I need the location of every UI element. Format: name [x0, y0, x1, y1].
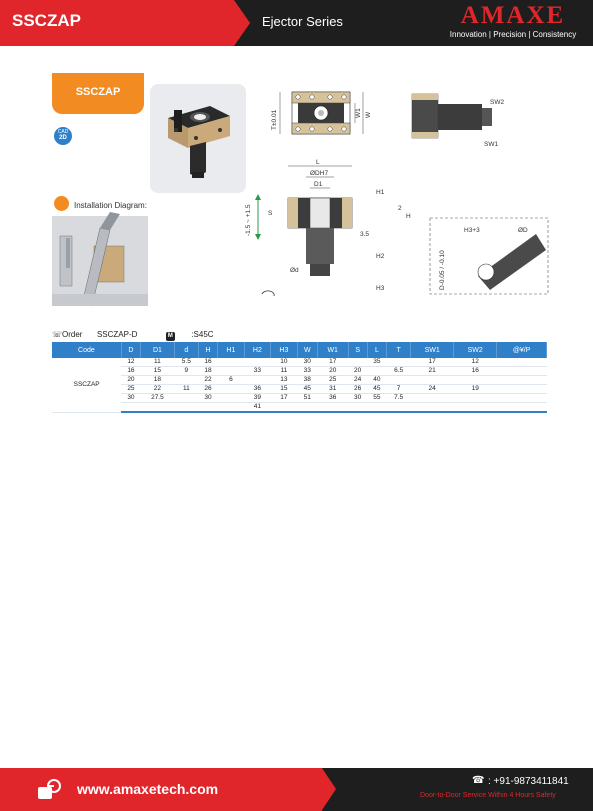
table-cell: 17	[271, 394, 298, 403]
order-code: SSCZAP-D	[96, 330, 138, 339]
table-cell: 22	[141, 385, 175, 394]
order-line	[52, 330, 214, 341]
telephone-icon: ☎	[472, 775, 485, 786]
table-cell: 45	[367, 385, 386, 394]
dim-h1: H1	[376, 189, 385, 196]
dim-h: H	[406, 213, 411, 220]
table-cell	[367, 403, 386, 413]
cad-badge-label: 2D	[59, 135, 67, 141]
table-cell	[411, 394, 454, 403]
table-cell	[454, 394, 497, 403]
table-cell: 25	[317, 376, 348, 385]
table-cell	[367, 367, 386, 376]
table-cell	[454, 403, 497, 413]
table-cell: 31	[317, 385, 348, 394]
table-cell: 30	[297, 358, 317, 367]
table-cell: 38	[297, 376, 317, 385]
dim-two: 2	[398, 205, 402, 212]
table-cell: 11	[141, 358, 175, 367]
col-header: d	[174, 342, 198, 358]
material-icon: M	[167, 333, 173, 339]
material-spec: :S45C	[191, 330, 214, 339]
table-row	[52, 358, 547, 367]
table-cell: 30	[348, 394, 367, 403]
table-cell	[497, 367, 547, 376]
service-slogan: Door-to-Door Service Within 4 Hours Safety	[420, 792, 556, 799]
series-name: Ejector Series	[262, 14, 343, 29]
table-cell: 16	[121, 367, 140, 376]
section-view-drawing	[245, 159, 411, 296]
col-header: D1	[141, 342, 175, 358]
spec-table	[52, 342, 547, 413]
table-cell: 24	[411, 385, 454, 394]
col-header: H2	[244, 342, 271, 358]
dim-sw1: SW1	[484, 141, 499, 148]
table-cell: 27.5	[141, 394, 175, 403]
code-cell: SSCZAP	[52, 358, 121, 412]
dim-35: 3.5	[360, 231, 370, 238]
table-cell	[218, 358, 245, 367]
table-cell	[387, 403, 411, 413]
table-cell	[174, 376, 198, 385]
table-cell	[218, 403, 245, 413]
dim-w1: W1	[355, 108, 362, 118]
table-cell	[244, 376, 271, 385]
table-cell: 7	[387, 385, 411, 394]
table-cell	[387, 376, 411, 385]
table-cell	[174, 403, 198, 413]
table-cell: 26	[348, 385, 367, 394]
table-cell	[218, 385, 245, 394]
table-cell: 18	[198, 367, 217, 376]
table-cell	[218, 367, 245, 376]
col-header: T	[387, 342, 411, 358]
table-cell: 36	[317, 394, 348, 403]
table-cell: 5.5	[174, 358, 198, 367]
table-row	[52, 394, 547, 403]
table-row	[52, 385, 547, 394]
table-cell: 7.5	[387, 394, 411, 403]
footer-arrow-notch	[322, 768, 336, 810]
table-cell	[411, 403, 454, 413]
table-cell: 9	[174, 367, 198, 376]
table-cell: 45	[297, 385, 317, 394]
table-cell	[454, 376, 497, 385]
table-cell: 22	[198, 376, 217, 385]
top-view-drawing	[271, 92, 372, 134]
table-cell	[387, 358, 411, 367]
dim-tolerance: -1.5 ~ +1.5	[245, 204, 252, 236]
detail-view-drawing	[430, 218, 548, 294]
table-cell	[218, 394, 245, 403]
table-cell: 35	[367, 358, 386, 367]
table-cell: 15	[141, 367, 175, 376]
table-cell	[411, 376, 454, 385]
dim-s: S	[268, 210, 273, 217]
table-cell: 51	[297, 394, 317, 403]
dim-h2: H2	[376, 253, 385, 260]
installation-diagram	[52, 212, 148, 306]
table-cell: 30	[198, 394, 217, 403]
table-cell: 10	[271, 358, 298, 367]
table-cell: 33	[244, 367, 271, 376]
dim-l: L	[316, 159, 320, 166]
table-cell	[348, 358, 367, 367]
table-cell	[271, 403, 298, 413]
table-cell	[244, 358, 271, 367]
table-cell	[174, 394, 198, 403]
table-cell: 33	[297, 367, 317, 376]
table-cell: 19	[454, 385, 497, 394]
dim-h3-plus3: H3+3	[464, 227, 480, 234]
hand-pointer-icon	[36, 777, 62, 803]
table-cell: 39	[244, 394, 271, 403]
technical-drawings	[0, 0, 593, 330]
table-cell: 12	[121, 358, 140, 367]
spec-table-header-row	[52, 342, 547, 358]
dim-od: ØD	[518, 227, 528, 234]
col-header: @¥/P	[497, 342, 547, 358]
dim-d: ØDH7	[310, 170, 329, 177]
table-cell: 17	[317, 358, 348, 367]
table-cell: 55	[367, 394, 386, 403]
col-header: H	[198, 342, 217, 358]
col-header: Code	[52, 342, 121, 358]
table-cell: 6.5	[387, 367, 411, 376]
table-cell: 21	[411, 367, 454, 376]
product-tab-label: SSCZAP	[75, 86, 121, 98]
table-cell: 41	[244, 403, 271, 413]
table-cell	[121, 403, 140, 413]
table-cell: 16	[198, 358, 217, 367]
page-footer	[0, 768, 593, 811]
table-cell	[497, 403, 547, 413]
table-cell: 16	[454, 367, 497, 376]
cad-badge-top: CAD	[57, 129, 69, 135]
dim-small-d: Ød	[290, 267, 299, 274]
table-cell: 26	[198, 385, 217, 394]
logo-wordmark: AMAXE	[460, 2, 566, 29]
table-row	[52, 367, 547, 376]
table-row	[52, 376, 547, 385]
dim-w: W	[365, 111, 372, 118]
table-cell: 6	[218, 376, 245, 385]
table-row	[52, 403, 547, 413]
col-header: H3	[271, 342, 298, 358]
col-header: W	[297, 342, 317, 358]
installation-label: Installation Diagram:	[74, 201, 147, 210]
table-cell	[497, 385, 547, 394]
table-cell	[297, 403, 317, 413]
phone-number[interactable]: : +91-9873411841	[488, 776, 569, 787]
spec-table-body	[52, 358, 547, 412]
table-cell: 36	[244, 385, 271, 394]
table-cell: 17	[411, 358, 454, 367]
table-cell	[497, 394, 547, 403]
table-cell: 30	[121, 394, 140, 403]
table-cell: 20	[317, 367, 348, 376]
table-cell: 40	[367, 376, 386, 385]
table-cell: 12	[454, 358, 497, 367]
col-header: H1	[218, 342, 245, 358]
table-cell: 20	[121, 376, 140, 385]
table-cell: 24	[348, 376, 367, 385]
table-cell	[141, 403, 175, 413]
table-cell: 20	[348, 367, 367, 376]
table-cell	[497, 358, 547, 367]
col-header: SW1	[411, 342, 454, 358]
table-cell: 11	[271, 367, 298, 376]
side-view-drawing	[412, 94, 504, 148]
table-cell: 25	[121, 385, 140, 394]
table-cell	[317, 403, 348, 413]
table-cell: 18	[141, 376, 175, 385]
col-header: W1	[317, 342, 348, 358]
website-link[interactable]: www.amaxetech.com	[77, 781, 219, 797]
col-header: D	[121, 342, 140, 358]
dim-d-tol: D-0.05 / -0.10	[439, 250, 446, 290]
dim-h3: H3	[376, 285, 385, 292]
table-cell: 15	[271, 385, 298, 394]
page-title: SSCZAP	[12, 11, 81, 30]
dim-t: T±0.01	[271, 109, 278, 130]
table-cell: 13	[271, 376, 298, 385]
phone-icon: ☏	[52, 330, 63, 339]
table-cell	[198, 403, 217, 413]
col-header: SW2	[454, 342, 497, 358]
col-header: S	[348, 342, 367, 358]
table-cell	[497, 376, 547, 385]
table-cell: 11	[174, 385, 198, 394]
col-header: L	[367, 342, 386, 358]
dim-sw2: SW2	[490, 99, 505, 106]
dim-d1: D1	[314, 181, 323, 188]
logo-tagline: Innovation | Precision | Consistency	[449, 30, 577, 39]
table-cell	[348, 403, 367, 413]
order-label: Order	[62, 330, 83, 339]
